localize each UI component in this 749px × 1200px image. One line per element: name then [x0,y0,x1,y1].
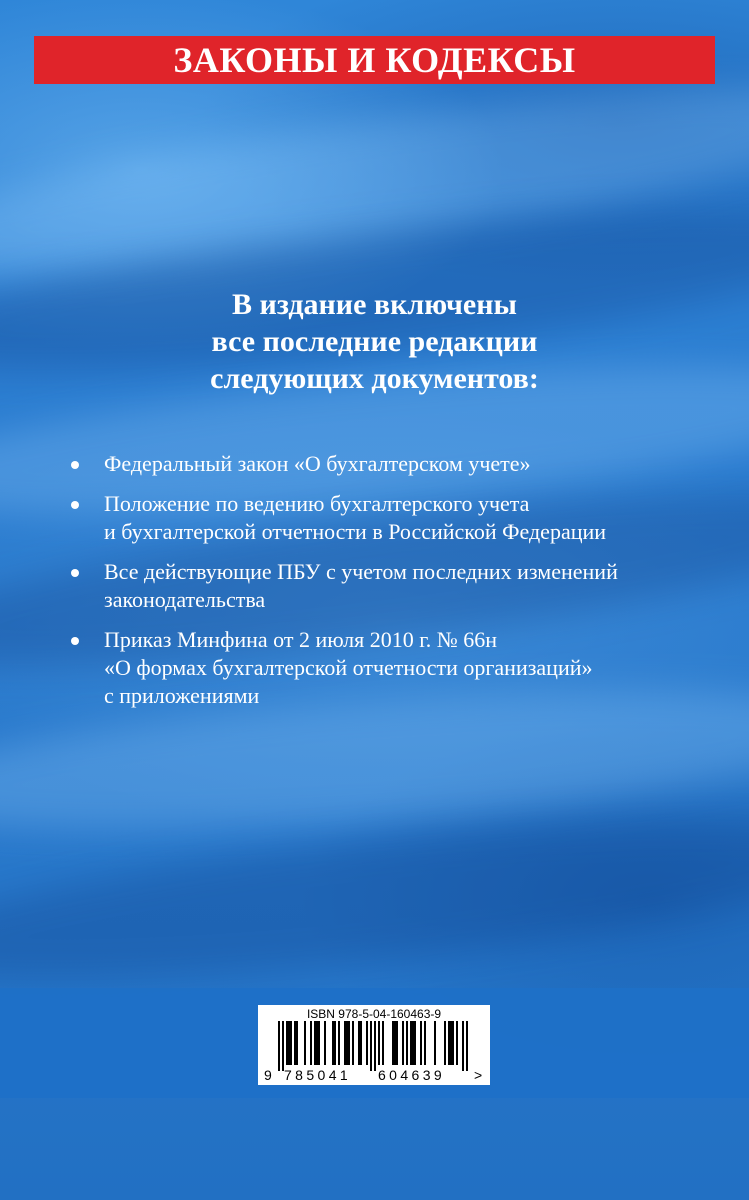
barcode-bar [412,1021,414,1065]
barcode-bar [462,1021,464,1071]
barcode-bar [456,1021,458,1065]
barcode-bar [358,1021,360,1065]
barcode-bar [394,1021,396,1065]
intro-line: все последние редакции [211,325,538,358]
series-title: ЗАКОНЫ И КОДЕКСЫ [173,40,576,80]
barcode-bar [346,1021,348,1065]
barcode-bar [314,1021,316,1065]
document-line: «О формах бухгалтерской отчетности организаций» [104,655,593,680]
barcode-bar [294,1021,296,1065]
barcode-bar [396,1021,398,1065]
barcode-bar [378,1021,380,1065]
barcode-bar [434,1021,436,1065]
bullet-icon [71,461,79,469]
document-line: Федеральный закон «О бухгалтерском учете» [104,451,531,476]
document-line: Приказ Минфина от 2 июля 2010 г. № 66н [104,627,498,652]
barcode-bar [370,1021,372,1071]
ean-arrow: > [474,1067,483,1083]
barcode-bar [282,1021,284,1071]
barcode-bar [296,1021,298,1065]
intro-line: следующих документов: [210,362,539,395]
barcode-bar [288,1021,290,1065]
barcode-bar [448,1021,450,1065]
document-list [68,450,708,722]
barcode-bar [424,1021,426,1065]
barcode-bar [318,1021,320,1065]
isbn-label: ISBN 978-5-04-160463-9 [306,1007,442,1021]
document-item [68,626,708,710]
barcode-bar [452,1021,454,1065]
barcode-bar [310,1021,312,1065]
ean-left-group: 785041 [284,1067,352,1083]
document-line: Положение по ведению бухгалтерского учета [104,491,530,516]
barcode-bar [286,1021,288,1065]
ean-first-digit: 9 [264,1067,272,1083]
barcode-bar [324,1021,326,1065]
barcode-bar [352,1021,354,1065]
barcode-bar [332,1021,334,1065]
document-item [68,490,708,546]
barcode-bar [444,1021,446,1065]
barcode-bar [406,1021,408,1065]
barcode-bar [420,1021,422,1065]
barcode-bar [316,1021,318,1065]
barcode-bar [374,1021,376,1071]
barcode-bar [290,1021,292,1065]
barcode-bar [360,1021,362,1065]
document-item [68,450,708,478]
bullet-icon [71,637,79,645]
document-line: с приложениями [104,683,260,708]
document-line: законодательства [104,587,266,612]
barcode-bar [402,1021,404,1065]
barcode [258,1005,490,1085]
barcode-bar [366,1021,368,1065]
barcode-bar [278,1021,280,1071]
document-line: и бухгалтерской отчетности в Российской Федерации [104,519,607,544]
barcode-bar [344,1021,346,1065]
barcode-bar [338,1021,340,1065]
barcode-bar [466,1021,468,1071]
bullet-icon [71,501,79,509]
barcode-bar [304,1021,306,1065]
barcode-bar [450,1021,452,1065]
barcode-bar [410,1021,412,1065]
barcode-bar [334,1021,336,1065]
barcode-bar [348,1021,350,1065]
intro-line: В издание включены [232,288,517,321]
document-item [68,558,708,614]
document-line: Все действующие ПБУ с учетом последних изменений [104,559,618,584]
series-title-band [34,36,715,84]
barcode-bar [392,1021,394,1065]
barcode-bar [382,1021,384,1065]
bullet-icon [71,569,79,577]
ean-right-group: 604639 [378,1067,446,1083]
barcode-bar [414,1021,416,1065]
intro-heading [0,286,749,397]
